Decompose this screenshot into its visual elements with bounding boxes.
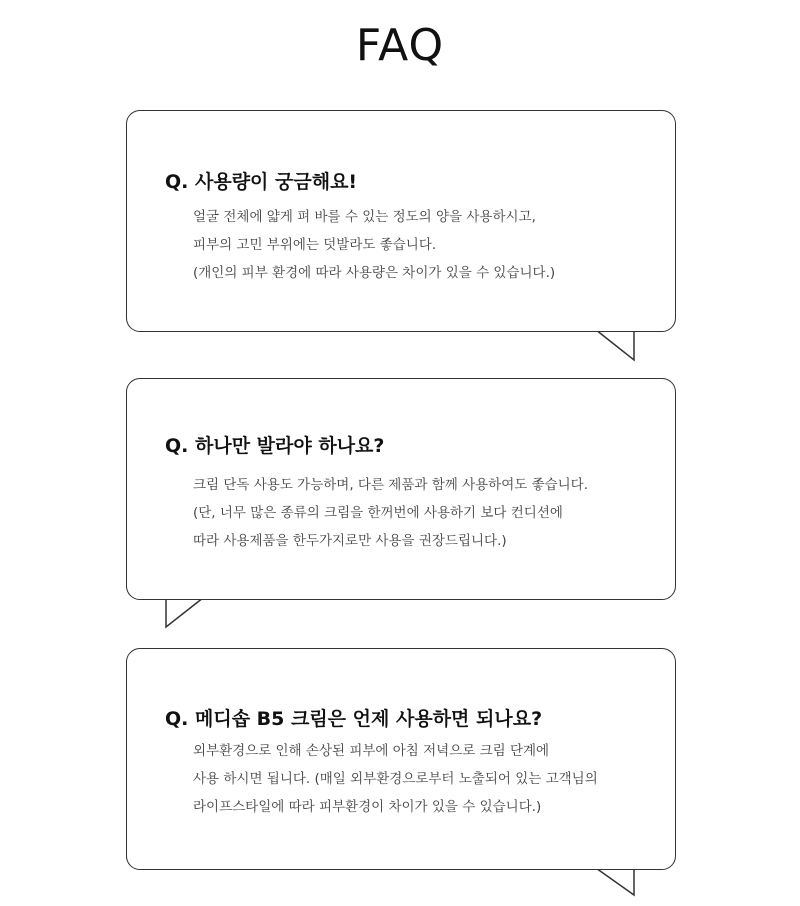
speech-bubble-tail <box>598 330 638 362</box>
faq-answer-line: 라이프스타일에 따라 피부환경이 차이가 있을 수 있습니다.) <box>193 799 542 815</box>
speech-bubble-tail <box>598 868 638 900</box>
faq-answer-line: 피부의 고민 부위에는 덧발라도 좋습니다. <box>193 237 437 253</box>
faq-bubble-single-use <box>126 378 676 600</box>
faq-answer-line: 외부환경으로 인해 손상된 피부에 아침 저녁으로 크림 단계에 <box>193 743 550 759</box>
faq-answer-line: (단, 너무 많은 종류의 크림을 한꺼번에 사용하기 보다 컨디션에 <box>193 505 563 521</box>
faq-question: Q. 하나만 발라야 하나요? <box>165 435 385 457</box>
faq-question: Q. 사용량이 궁금해요! <box>165 171 358 193</box>
faq-answer-line: 얼굴 전체에 얇게 펴 바를 수 있는 정도의 양을 사용하시고, <box>193 209 536 225</box>
faq-answer <box>193 471 588 555</box>
speech-bubble-tail <box>165 598 205 630</box>
faq-answer <box>193 203 555 287</box>
faq-question: Q. 메디솝 B5 크림은 언제 사용하면 되나요? <box>165 708 543 730</box>
faq-answer-line: (개인의 피부 환경에 따라 사용량은 차이가 있을 수 있습니다.) <box>193 265 556 281</box>
faq-answer-line: 사용 하시면 됩니다. (매일 외부환경으로부터 노출되어 있는 고객님의 <box>193 771 598 787</box>
faq-bubble-usage-amount <box>126 110 676 332</box>
faq-answer-line: 따라 사용제품을 한두가지로만 사용을 권장드립니다.) <box>193 533 507 549</box>
faq-answer <box>193 737 598 821</box>
faq-answer-line: 크림 단독 사용도 가능하며, 다른 제품과 함께 사용하여도 좋습니다. <box>193 477 589 493</box>
faq-bubble-when-to-use <box>126 648 676 870</box>
page-title: FAQ <box>355 20 445 71</box>
